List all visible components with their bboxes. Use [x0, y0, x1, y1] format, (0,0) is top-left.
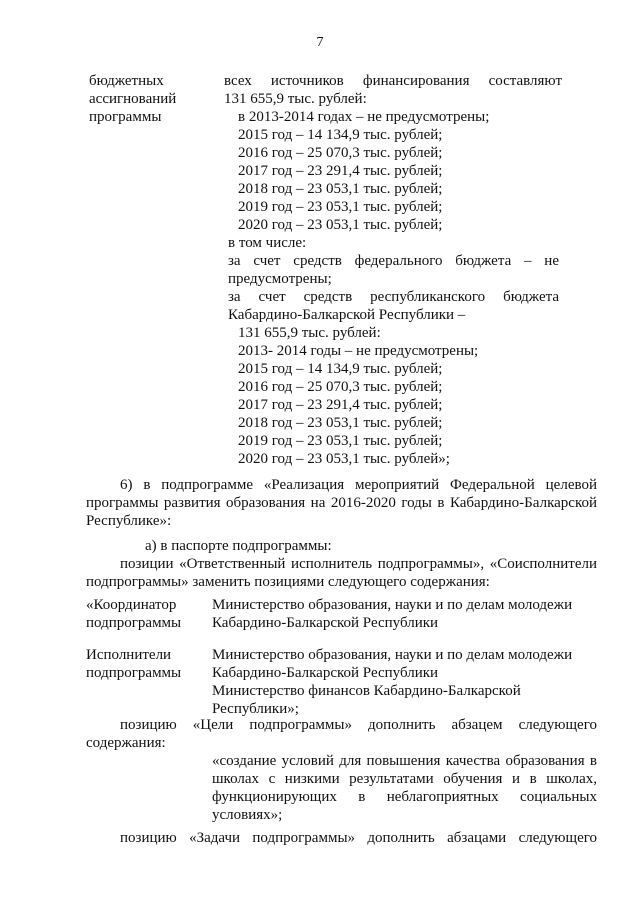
year-republic-line: 2015 год – 14 134,9 тыс. рублей; [238, 361, 443, 377]
year-republic-line: 2013- 2014 годы – не предусмотрены; [238, 343, 479, 359]
federal-budget-line-2: предусмотрены; [228, 271, 332, 287]
executors-value-line-3: Министерство финансов Кабардино-Балкарской [212, 683, 521, 699]
year-total-line: 2017 год – 23 291,4 тыс. рублей; [238, 163, 443, 179]
coordinator-value-line-2: Кабардино-Балкарской Республики [212, 615, 439, 631]
republic-budget-line-1: за счет средств республиканского бюджета [228, 289, 559, 305]
coordinator-label-line-1: «Координатор [86, 597, 177, 613]
budget-label-line-1: бюджетных [89, 73, 164, 89]
funding-total-amount: 131 655,9 тыс. рублей: [224, 91, 367, 107]
goals-line-1: позицию «Цели подпрограммы» дополнить абзацем следующего [120, 717, 597, 733]
para6-line-2: программы развития образования на 2016-2020 годы в Кабардино-Балкарской [86, 495, 597, 511]
year-republic-line: 2020 год – 23 053,1 тыс. рублей»; [238, 451, 450, 467]
year-total-line: 2015 год – 14 134,9 тыс. рублей; [238, 127, 443, 143]
year-total-line: в 2013-2014 годах – не предусмотрены; [238, 109, 490, 125]
para6-line-3: Республике»: [86, 513, 172, 529]
year-republic-line: 2017 год – 23 291,4 тыс. рублей; [238, 397, 443, 413]
page-number: 7 [316, 35, 324, 50]
year-total-line: 2018 год – 23 053,1 тыс. рублей; [238, 181, 443, 197]
executors-label-line-2: подпрограммы [86, 665, 182, 681]
positions-line-2: подпрограммы» заменить позициями следующего содержания: [86, 574, 490, 590]
goals-quote-line-1: «создание условий для повышения качества образования в [212, 753, 597, 769]
coordinator-label-line-2: подпрограммы [86, 615, 182, 631]
budget-label-line-3: программы [89, 109, 162, 125]
in-that-number-label: в том числе: [228, 235, 307, 251]
year-republic-line: 2016 год – 25 070,3 тыс. рублей; [238, 379, 443, 395]
tasks-line: позицию «Задачи подпрограммы» дополнить абзацами следующего [120, 830, 597, 846]
federal-budget-line-1: за счет средств федерального бюджета – не [228, 253, 559, 269]
goals-quote-line-4: условиях»; [212, 807, 283, 823]
coordinator-value-line-1: Министерство образования, науки и по делам молодежи [212, 597, 573, 613]
year-total-line: 2019 год – 23 053,1 тыс. рублей; [238, 199, 443, 215]
goals-quote-line-2: школах с низкими результатами обучения и в школах, [212, 771, 597, 787]
executors-value-line-2: Кабардино-Балкарской Республики [212, 665, 439, 681]
executors-value-line-4: Республики»; [212, 701, 299, 717]
executors-value-line-1: Министерство образования, науки и по делам молодежи [212, 647, 573, 663]
executors-label-line-1: Исполнители [86, 647, 172, 663]
year-republic-line: 2019 год – 23 053,1 тыс. рублей; [238, 433, 443, 449]
funding-sources-line: всех источников финансирования составляют [224, 73, 562, 89]
positions-line-1: позиции «Ответственный исполнитель подпрограммы», «Соисполнители [120, 556, 597, 572]
goals-line-2: содержания: [86, 735, 166, 751]
goals-quote-line-3: функционирующих в неблагоприятных социальных [212, 789, 597, 805]
year-republic-line: 2018 год – 23 053,1 тыс. рублей; [238, 415, 443, 431]
year-total-line: 2016 год – 25 070,3 тыс. рублей; [238, 145, 443, 161]
republic-budget-line-2: Кабардино-Балкарской Республики – [228, 307, 466, 323]
para6-line-1: 6) в подпрограмме «Реализация мероприятий Федеральной целевой [120, 477, 597, 493]
republic-budget-amount: 131 655,9 тыс. рублей: [238, 325, 381, 341]
para-a: а) в паспорте подпрограммы: [145, 538, 332, 554]
year-total-line: 2020 год – 23 053,1 тыс. рублей; [238, 217, 443, 233]
budget-label-line-2: ассигнований [89, 91, 177, 107]
